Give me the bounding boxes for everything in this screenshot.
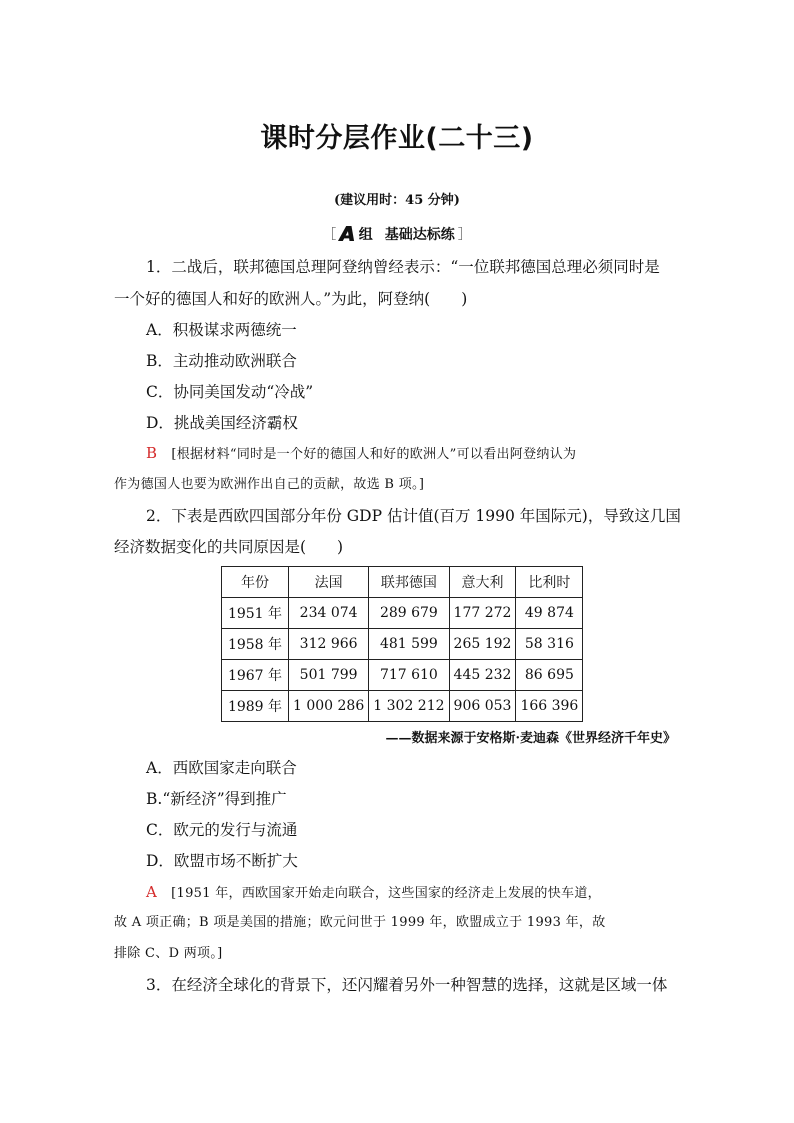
- q2-answer-line2: 故 A 项正确；B 项是美国的措施；欧元问世于 1999 年，欧盟成立于 1993 年，故: [114, 915, 606, 930]
- table-row: [222, 691, 583, 722]
- table-cell: 445 232: [449, 660, 516, 691]
- q2-option-b: B.“新经济”得到推广: [146, 790, 287, 808]
- table-cell: 906 053: [449, 691, 516, 722]
- table-header-cell: 比利时: [516, 567, 583, 598]
- table-cell: 58 316: [516, 629, 583, 660]
- table-cell: 312 966: [289, 629, 369, 660]
- table-header-cell: 联邦德国: [369, 567, 449, 598]
- q1-option-c: C．协同美国发动“冷战”: [146, 383, 314, 401]
- table-cell: 265 192: [449, 629, 516, 660]
- suggested-time: (建议用时：45 分钟): [334, 193, 460, 208]
- q2-option-d: D．欧盟市场不断扩大: [146, 852, 298, 870]
- q1-answer-key: B: [146, 444, 158, 462]
- q1-answer-text1: [根据材料“同时是一个好的德国人和好的欧洲人”可以看出阿登纳认为: [171, 447, 577, 462]
- q1-answer-line1: [146, 443, 576, 465]
- table-cell: 234 074: [289, 598, 369, 629]
- table-header-row: [222, 567, 583, 598]
- section-bracket-left: ［: [322, 227, 337, 243]
- table-cell: 501 799: [289, 660, 369, 691]
- table-cell: 49 874: [516, 598, 583, 629]
- q2-option-c: C．欧元的发行与流通: [146, 821, 298, 839]
- group-letter: A: [339, 222, 355, 246]
- table-cell: 177 272: [449, 598, 516, 629]
- q3-stem-line1: 3．在经济全球化的背景下，还闪耀着另外一种智慧的选择，这就是区域一体: [146, 976, 668, 994]
- section-heading: [0, 222, 794, 246]
- table-cell: 1958 年: [222, 629, 289, 660]
- table-cell: 289 679: [369, 598, 449, 629]
- table-cell: 481 599: [369, 629, 449, 660]
- q1-stem-line1: 1．二战后，联邦德国总理阿登纳曾经表示：“一位联邦德国总理必须同时是: [146, 258, 660, 276]
- page-title: 课时分层作业(二十三): [260, 123, 534, 154]
- table-cell: 1951 年: [222, 598, 289, 629]
- table-cell: 1967 年: [222, 660, 289, 691]
- gdp-table: [221, 566, 583, 722]
- q2-answer-line3: 排除 C、D 两项。]: [114, 946, 223, 961]
- q2-answer-line1: [146, 882, 601, 904]
- q2-stem-line2: 经济数据变化的共同原因是( ): [114, 538, 344, 556]
- table-header-cell: 法国: [289, 567, 369, 598]
- section-bracket-right: ］: [457, 227, 472, 243]
- table-row: [222, 660, 583, 691]
- table-cell: 717 610: [369, 660, 449, 691]
- table-cell: 1989 年: [222, 691, 289, 722]
- section-label: 基础达标练: [384, 227, 455, 243]
- table-row: [222, 598, 583, 629]
- q1-option-b: B．主动推动欧洲联合: [146, 352, 297, 370]
- q2-answer-text1: [1951 年，西欧国家开始走向联合，这些国家的经济走上发展的快车道，: [171, 886, 601, 901]
- q2-option-a: A．西欧国家走向联合: [146, 759, 297, 777]
- q1-option-a: A．积极谋求两德统一: [146, 321, 297, 339]
- q1-stem-line2: 一个好的德国人和好的欧洲人。”为此，阿登纳( ): [114, 290, 468, 308]
- q2-answer-key: A: [146, 883, 158, 901]
- q1-answer-line2: 作为德国人也要为欧洲作出自己的贡献，故选 B 项。]: [114, 477, 425, 492]
- table-header-cell: 意大利: [449, 567, 516, 598]
- table-header-cell: 年份: [222, 567, 289, 598]
- table-row: [222, 629, 583, 660]
- group-word: 组: [358, 227, 373, 243]
- table-cell: 86 695: [516, 660, 583, 691]
- table-cell: 1 000 286: [289, 691, 369, 722]
- table-source: ——数据来源于安格斯·麦迪森《世界经济千年史》: [385, 731, 676, 746]
- table-cell: 166 396: [516, 691, 583, 722]
- q2-stem-line1: 2．下表是西欧四国部分年份 GDP 估计值(百万 1990 年国际元)，导致这几国: [146, 507, 681, 525]
- table-cell: 1 302 212: [369, 691, 449, 722]
- q1-option-d: D．挑战美国经济霸权: [146, 414, 298, 432]
